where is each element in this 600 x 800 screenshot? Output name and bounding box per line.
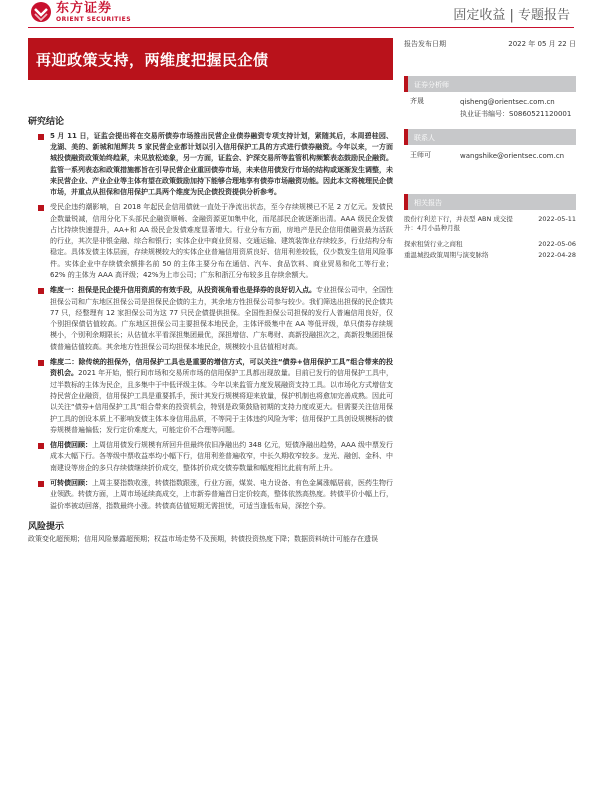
summary-text: 5 月 11 日，证监会提出将在交易所债券市场推出民营企业债券融资专项支持计划，紧随其后，本周碧桂园、龙湖、美的、新城和旭辉共 5 家民营企业都计划以引入信用保护工具的方式进行债券融资。今年以来，一方面城投债融资政策始终趋紧，未见放松迹象，另一方面，证监会、沪深交易所等监管机构频繁表态鼓励民企融资。监管一系列表态和政策措施都旨在引导民营企业重回债券市场，未来信用债发行市场的结构或逐渐发生调整，未来民营企业、产业企业等主体有望在政策鼓励加持下能够合理地享有债券市场融资功能。因此本文将梳理民企债市场，并重点从担保和信用保护工具两个维度为民企债投资提供分析参考。 xyxy=(50,132,393,197)
report-category: 固定收益 | 专题报告 xyxy=(453,8,570,23)
related-report-title: 重温城投政策周期与演变脉络 xyxy=(404,251,489,259)
publish-date: 2022 年 05 月 22 日 xyxy=(508,40,576,48)
contact-name: 王师可 xyxy=(410,151,431,159)
body-paragraph xyxy=(28,357,393,436)
body-paragraph xyxy=(28,478,393,512)
related-report-date: 2022-05-06 xyxy=(538,240,576,248)
related-report-title: 股份行利差下行，并表型 ABN 成交提升：4月小品种月报 xyxy=(404,215,513,232)
paragraph-text: 专业担保公司中，全国性担保公司和广东地区担保公司是担保民企债的主力，其余地方性担保公司参与较少。我们筛选出担保的民企债共 77 只，经整理有 12 家担保公司为这 77 只民企债提供担保。全国性担保公司担保的发行人普遍信用良好，仅个别担保债估值较高。广东地区担保公司主要担保本地民企，主体评级集中在 AA 等低评级，单只债券存续规模小，个别利余期限长；从估值水平看深担集团最优，深担增信、广东粤财、高新投融担次之，高新投集团担保债普遍估值较高。其余地方性担保公司均担保本地民企，规模较小且估值相对高。 xyxy=(50,286,393,351)
bullet-icon xyxy=(38,481,44,487)
bullet-icon xyxy=(38,134,44,140)
body-paragraph xyxy=(28,202,393,281)
orient-logo-icon xyxy=(30,1,52,23)
related-report-title: 探索租赁行业之商租 xyxy=(404,240,463,248)
bullet-icon xyxy=(38,360,44,366)
body-paragraph xyxy=(28,285,393,353)
related-report-item[interactable] xyxy=(404,215,576,235)
analysts-label: 证券分析师 xyxy=(414,81,449,89)
title-banner xyxy=(28,38,393,80)
bullet-icon xyxy=(38,443,44,449)
related-header xyxy=(404,194,576,210)
contacts-header xyxy=(404,129,576,145)
bullet-icon xyxy=(38,288,44,294)
publish-date-row xyxy=(404,39,576,49)
related-report-date: 2022-04-28 xyxy=(538,251,576,259)
related-report-date: 2022-05-11 xyxy=(538,215,576,223)
risk-text: 政策变化超预期；信用风险暴露超预期；权益市场走势不及预期，转债投资热度下降；数据资料统计可能存在遗误 xyxy=(28,534,378,543)
paragraph-text: 2021 年开始，银行间市场和交易所市场的信用保护工具都出现放量。目前已发行的信用保护工具中，过半数标的主体为民企，且多集中于中低评级主体。今年以来监管力度发展融资支持工具。以市场化方式增信支持民营企业融资，信用保护工具是重要抓手，预计其发行规模将迎来放量，保护机制也将愈加完善成熟。因此可以关注“债券+信用保护工具”组合带来的投资机会，特别是政策鼓励初期的支持力度或更大。但需要关注信用保护工具的创设本质上不影响发债主体本身信用品质，不等同于主体违约风险为零；信用保护工具创设规模标的债券规模普遍偏低；发行定价难度大，可能定价不合理等问题。 xyxy=(50,369,394,434)
header-divider xyxy=(28,27,574,28)
risk-heading: 风险提示 xyxy=(28,521,65,532)
related-label: 相关报告 xyxy=(414,199,442,207)
main-content xyxy=(28,114,393,545)
publish-date-label: 报告发布日期 xyxy=(404,40,446,48)
analyst-cert: 执业证书编号：S0860521120001 xyxy=(460,110,572,118)
summary-heading: 研究结论 xyxy=(28,117,65,127)
page-header xyxy=(0,0,600,26)
brand-logo xyxy=(30,0,131,24)
summary-paragraph xyxy=(28,131,393,198)
paragraph-text: 受民企违约潮影响，自 2018 年起民企信用债就一直处于净流出状态，至今存续规模已不足 2 万亿元。发债民企数量锐减，信用分化下头部民企融资顺畅、金融资源更加集中化，而尾部民企被逐渐出清。AAA 级民企发债占比持续快速提升，AA+和 AA 级民企发债难度显著增大。行业分布方面，房地产是民企信用债融资最为活跃的行业，其次是非银金融、综合和银行；实体企业中商业贸易、交通运输、建筑装饰业存续较多，行业结构分布稳定。具体发债主体层面，存续规模较大的实体企业普遍信用资质良好、信用利差较低，仅少数发生信用风险事件。实体企业中存续债余额排名前 50 的主体主要分布在通信、汽车、食品饮料、商业贸易和化工等行业；62% 的主体为 AAA 高评级；42%为上市公司；广东和浙江分布较多且存续余额大。 xyxy=(50,203,393,279)
page-title: 再迎政策支持，两维度把握民企债 xyxy=(36,51,269,69)
analyst-name: 齐晟 xyxy=(410,97,424,105)
paragraph-text: 上周信用债发行规模有所回升但最终依旧净融出约 348 亿元，短债净融出趋势，AAA 级中票发行成本大幅下行。各等级中票收益率均小幅下行，信用利差普遍收窄，中长久期收窄较多。龙光、融创、金科、中南建设等房企的多只存续债继续折价成交，整体折价成交债券数量和幅度相比此前有所上升。 xyxy=(50,441,393,472)
paragraph-text: 上周主要指数收涨，转债指数跟涨，行业方面，煤炭、电力设备、有色金属涨幅居前，医药生物行业领跌。转债方面，上周市场延续高成交，上市新券普遍首日定价较高，整体依然高热度。转债平价小幅上行，溢价率被动回落，指数最终小涨。转债高估值短期无需担忧，可适当逢低布局，深挖个券。 xyxy=(50,479,393,510)
brand-name-cn: 东方证券 xyxy=(56,0,113,16)
paragraph-lead: 维度二：除传统的担保外，信用保护工具也是重要的增信方式，可以关注“债券+信用保护工具”组合带来的投资机会。 xyxy=(50,358,393,378)
paragraph-lead: 信用债回顾： xyxy=(50,441,93,450)
contacts-label: 联系人 xyxy=(414,134,435,142)
paragraph-lead: 可转债回顾： xyxy=(50,479,92,488)
bullet-icon xyxy=(38,205,44,211)
paragraph-lead: 维度一：担保是民企提升信用资质的有效手段，从投资视角看也是择券的良好切入点。 xyxy=(50,286,316,295)
analyst-email[interactable]: qisheng@orientsec.com.cn xyxy=(460,98,555,106)
body-paragraph xyxy=(28,440,393,474)
analysts-header xyxy=(404,76,576,92)
brand-name-en: ORIENT SECURITIES xyxy=(56,15,132,23)
contact-email[interactable]: wangshike@orientsec.com.cn xyxy=(460,152,565,160)
